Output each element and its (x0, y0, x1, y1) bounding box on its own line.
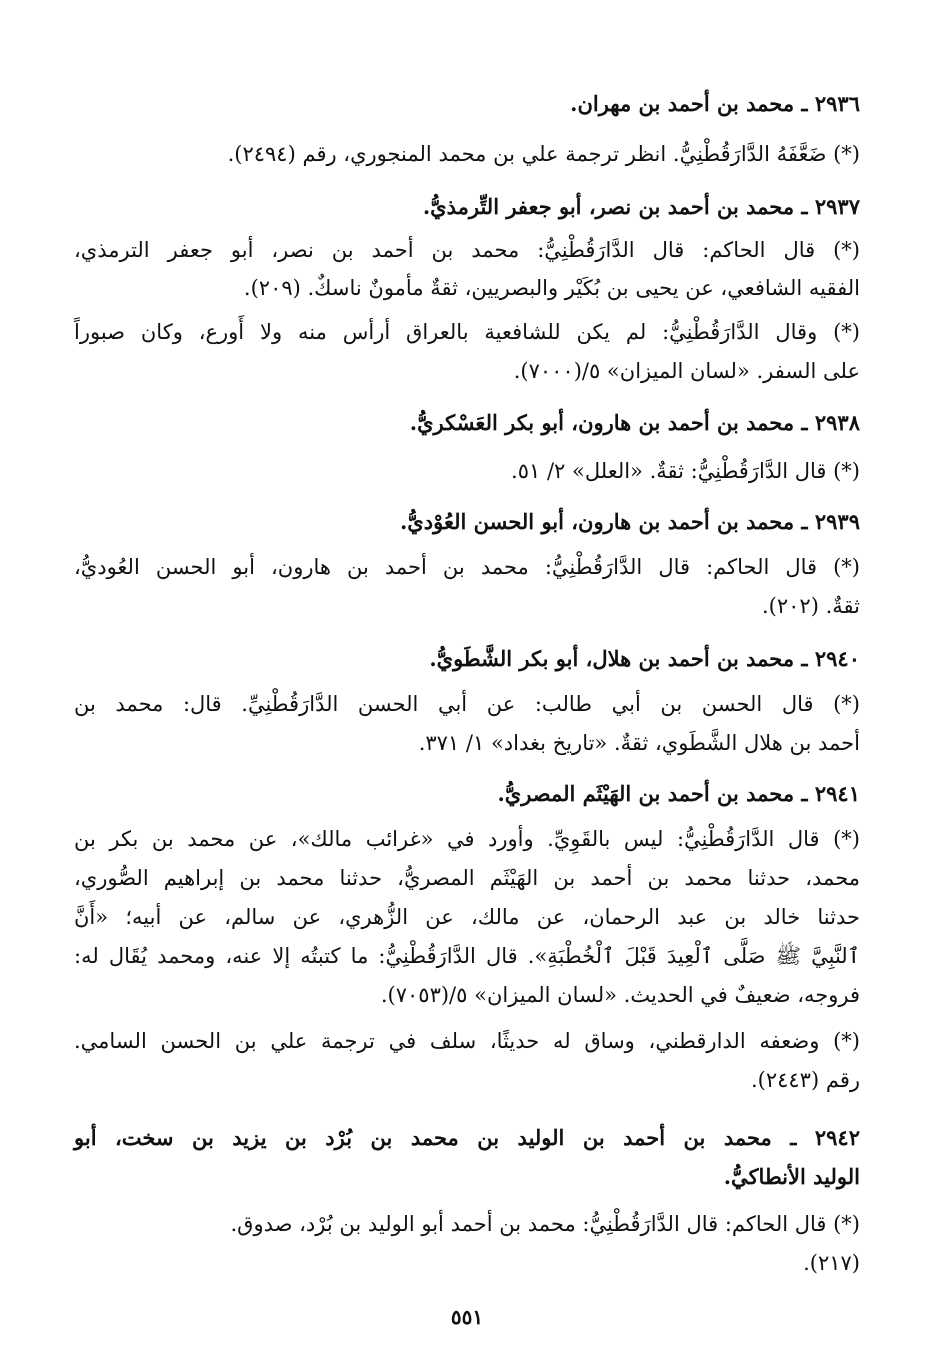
entry-heading-2938: ٢٩٣٨ ـ محمد بن أحمد بن هارون، أبو بكر العَسْكريُّ. (409, 410, 860, 435)
entry-text-line: فروجه، ضعيفٌ في الحديث. «لسان الميزان» ٥/(٧٠٥٣). (380, 983, 860, 1007)
entry-text-line: حدثنا خالد بن عبد الرحمان، عن مالك، عن الزُّهري، عن سالم، عن أبيه؛ «أَنَّ (74, 905, 860, 929)
entry-text-line: (*) قال الدَّارَقُطْنِيُّ: ليس بالقَوِيِّ. وأورد في «غرائب مالك»، عن محمد بن بكر بن (74, 827, 860, 851)
entry-text-line: ثقةٌ. (٢٠٢). (762, 594, 860, 618)
entry-heading-2940: ٢٩٤٠ ـ محمد بن أحمد بن هلال، أبو بكر الشَّطَويُّ. (429, 646, 860, 671)
entry-heading-2936: ٢٩٣٦ ـ محمد بن أحمد بن مهران. (570, 91, 860, 116)
entry-heading-2937: ٢٩٣٧ ـ محمد بن أحمد بن نصر، أبو جعفر التِّرمذيُّ. (422, 194, 860, 219)
entry-text-line: (*) ضَعَّفَهُ الدَّارَقُطْنِيُّ. انظر ترجمة علي بن محمد المنجوري، رقم (٢٤٩٤). (227, 142, 860, 166)
entry-text-line: (*) وضعفه الدارقطني، وساق له حديثًا، سلف في ترجمة علي بن الحسن السامي. (74, 1029, 860, 1053)
entry-text-line: (*) قال الحاكم: قال الدَّارَقُطْنِيُّ: محمد بن أحمد بن هارون، أبو الحسن العُوديُّ، (74, 555, 860, 579)
entry-text-line: أحمد بن هلال الشَّطَوي، ثقةٌ. «تاريخ بغداد» ١/ ٣٧١. (418, 731, 860, 755)
entry-text-line: رقم (٢٤٤٣). (750, 1068, 860, 1092)
entry-text-line: (*) قال الحسن بن أبي طالب: عن أبي الحسن الدَّارَقُطْنِيِّ. قال: محمد بن (74, 692, 860, 716)
entry-heading-2942: ٢٩٤٢ ـ محمد بن أحمد بن الوليد بن محمد بن بُرْد بن يزيد بن سخت، أبو (74, 1125, 860, 1150)
entry-text-line: ٱلنَّبِيَّ ﷺ صَلَّى ٱلْعِيدَ قَبْلَ ٱلْخُطْبَةِ». قال الدَّارَقُطْنِيُّ: ما كتبتُه إلا عنه، ومحمد يُقَال له: (74, 944, 860, 968)
entry-text-line: (٢١٧). (803, 1251, 860, 1275)
entry-heading-2941: ٢٩٤١ ـ محمد بن أحمد بن الهَيْثَم المصريُّ. (497, 781, 860, 806)
entry-text-line: (*) قال الدَّارَقُطْنِيُّ: ثقةٌ. «العلل» ٢/ ٥١. (511, 459, 860, 483)
entry-text-line: الفقيه الشافعي، عن يحيى بن بُكَيْر والبصريين، ثقةٌ مأمونٌ ناسكٌ. (٢٠٩). (243, 276, 860, 300)
entry-text-line: (*) قال الحاكم: قال الدَّارَقُطْنِيُّ: محمد بن أحمد بن نصر، أبو جعفر الترمذي، (74, 238, 860, 262)
entry-text-line: (*) وقال الدَّارَقُطْنِيُّ: لم يكن للشافعية بالعراق أرأس منه ولا أَورع، وكان صبوراً (74, 320, 860, 344)
entry-text-line: على السفر. «لسان الميزان» ٥/(٧٠٠٠). (513, 359, 860, 383)
entry-heading-2939: ٢٩٣٩ ـ محمد بن أحمد بن هارون، أبو الحسن العُوْديُّ. (400, 509, 860, 534)
entry-heading-2942-cont: الوليد الأنطاكيُّ. (723, 1164, 860, 1189)
entry-text-line: محمد، حدثنا محمد بن أحمد بن الهَيْثَم المصريُّ، حدثنا محمد بن إبراهيم الصُّوري، (74, 866, 860, 890)
entry-text-line: (*) قال الحاكم: قال الدَّارَقُطْنِيُّ: محمد بن أحمد أبو الوليد بن بُرْد، صدوق. (230, 1212, 860, 1236)
page-number: ٥٥١ (450, 1305, 484, 1329)
